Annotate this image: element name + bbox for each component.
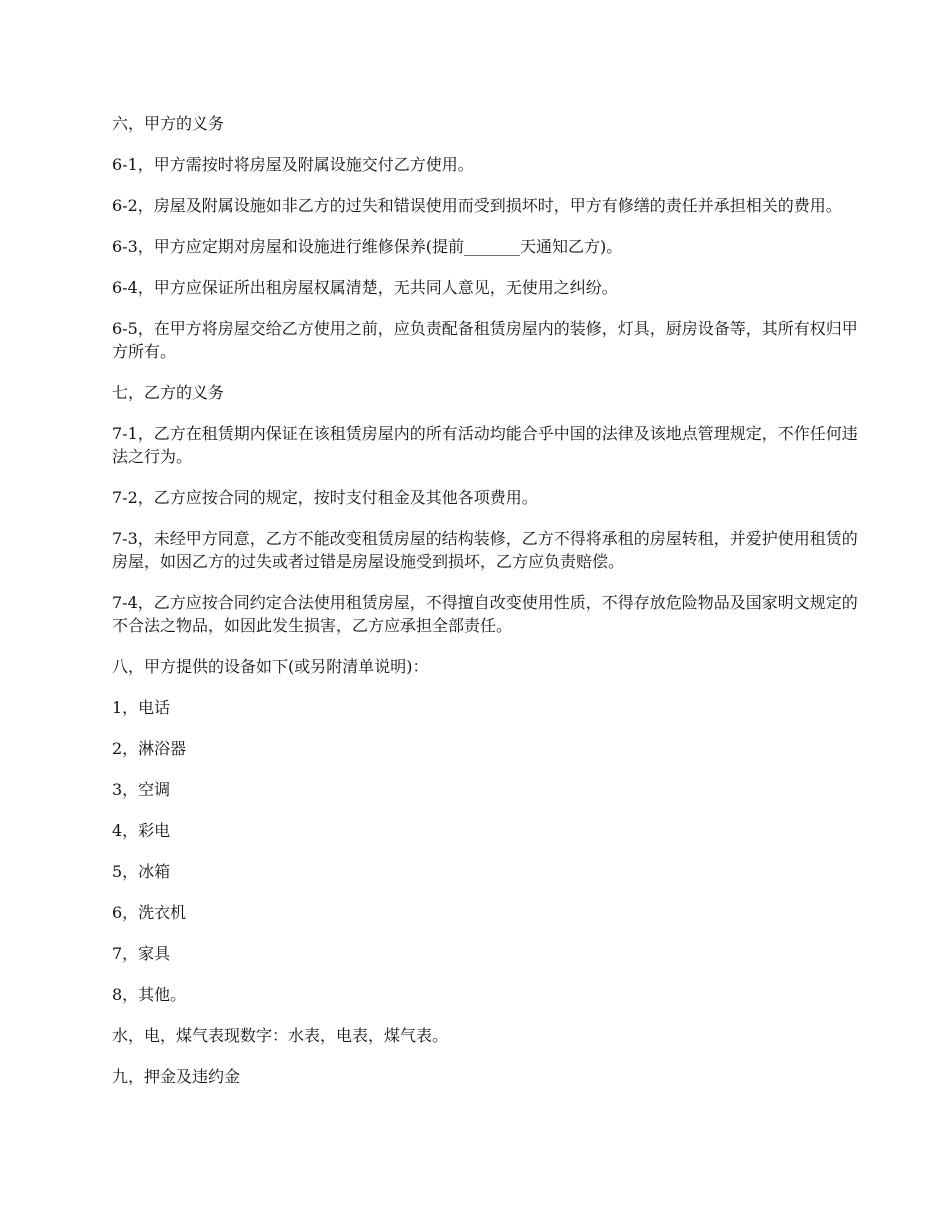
equipment-item-fridge: 5，冰箱 <box>112 862 171 881</box>
equipment-item-telephone: 1，电话 <box>112 698 171 717</box>
equipment-item-shower: 2，淋浴器 <box>112 739 187 758</box>
equipment-item-washing-machine: 6，洗衣机 <box>112 903 187 922</box>
equipment-item-tv: 4，彩电 <box>112 821 171 840</box>
clause-6-1: 6-1，甲方需按时将房屋及附属设施交付乙方使用。 <box>112 155 474 174</box>
section-8-heading: 八，甲方提供的设备如下(或另附清单说明)： <box>112 657 429 676</box>
clause-7-1: 7-1，乙方在租赁期内保证在该租赁房屋内的所有活动均能合乎中国的法律及该地点管理规定，不作任何违法之行为。 <box>112 424 858 466</box>
section-7-heading: 七，乙方的义务 <box>112 383 225 402</box>
meter-readings: 水，电，煤气表现数字：水表，电表，煤气表。 <box>112 1026 449 1045</box>
equipment-item-other: 8，其他。 <box>112 985 187 1004</box>
document-body <box>112 112 862 1106</box>
section-9-heading: 九，押金及违约金 <box>112 1067 241 1086</box>
clause-7-2: 7-2，乙方应按合同的规定，按时支付租金及其他各项费用。 <box>112 488 538 507</box>
clause-7-4: 7-4，乙方应按合同约定合法使用租赁房屋，不得擅自改变使用性质，不得存放危险物品及国家明文规定的不合法之物品，如因此发生损害，乙方应承担全部责任。 <box>112 593 858 635</box>
clause-6-2: 6-2，房屋及附属设施如非乙方的过失和错误使用而受到损坏时，甲方有修缮的责任并承担相关的费用。 <box>112 196 842 215</box>
clause-7-3: 7-3，未经甲方同意，乙方不能改变租赁房屋的结构装修，乙方不得将承租的房屋转租，并爱护使用租赁的房屋，如因乙方的过失或者过错是房屋设施受到损坏，乙方应负责赔偿。 <box>112 529 858 571</box>
section-6-heading: 六，甲方的义务 <box>112 114 225 133</box>
clause-6-5: 6-5，在甲方将房屋交给乙方使用之前，应负责配备租赁房屋内的装修，灯具，厨房设备等，其所有权归甲方所有。 <box>112 319 858 361</box>
equipment-item-air-conditioner: 3，空调 <box>112 780 171 799</box>
equipment-item-furniture: 7，家具 <box>112 944 171 963</box>
clause-6-4: 6-4，甲方应保证所出租房屋权属清楚，无共同人意见，无使用之纠纷。 <box>112 278 618 297</box>
clause-6-3: 6-3，甲方应定期对房屋和设施进行维修保养(提前_______天通知乙方)。 <box>112 237 623 256</box>
